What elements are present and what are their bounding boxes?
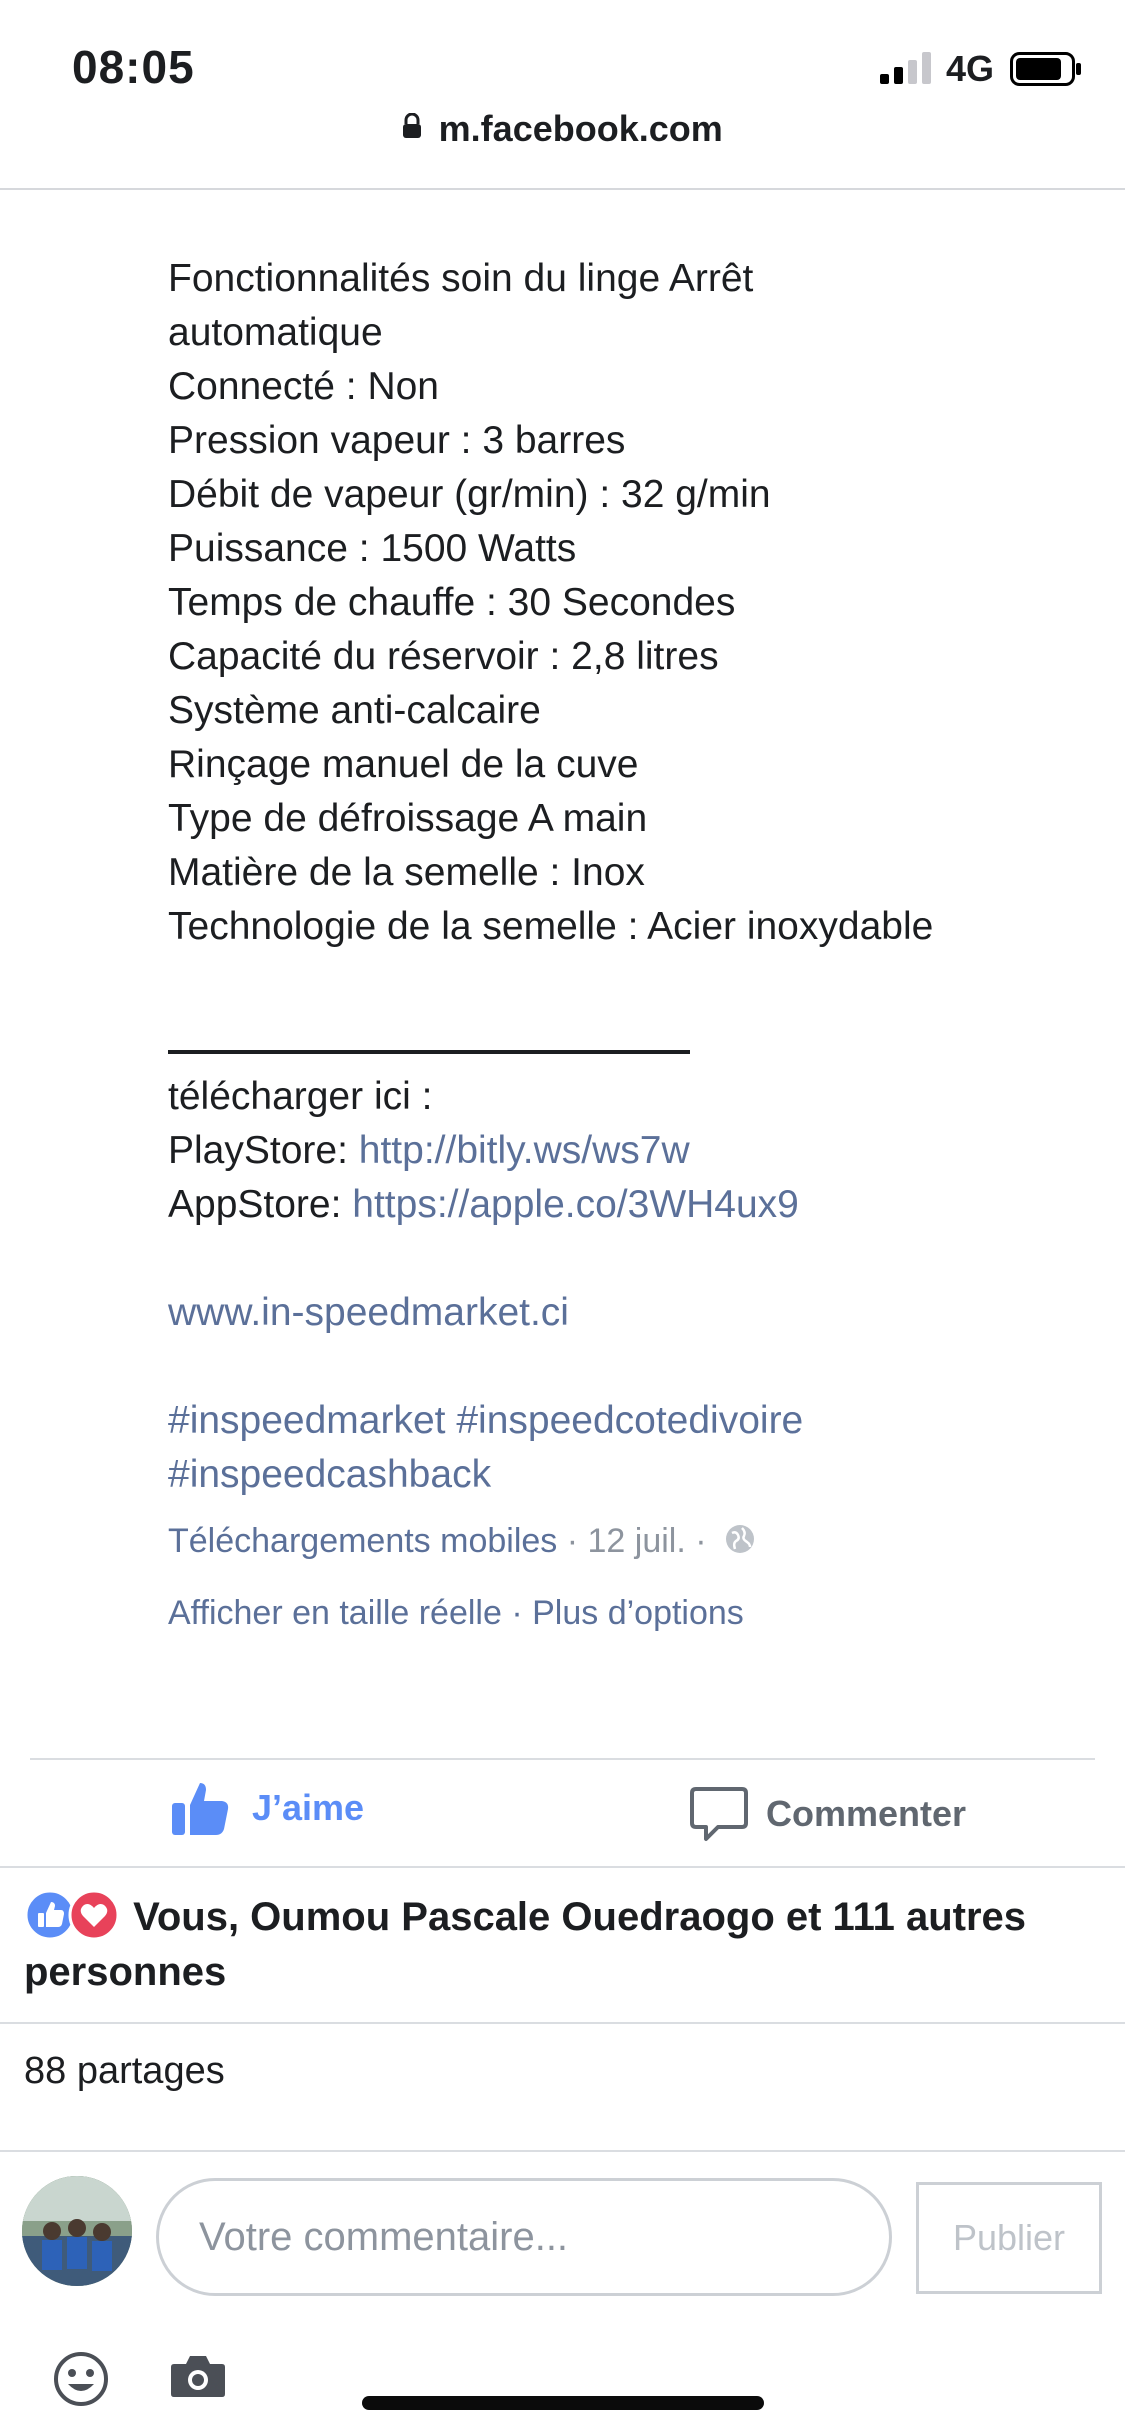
appstore-line (168, 1178, 1088, 1232)
network-type: 4G (946, 48, 995, 89)
full-size-link[interactable]: Afficher en taille réelle (168, 1594, 502, 1632)
post-text-line: Pression vapeur : 3 barres (168, 419, 626, 462)
reactions-text: Vous, Oumou Pascale Ouedraogo et 111 autres personnes (24, 1895, 1027, 1995)
thumbs-up-icon (170, 1779, 230, 1837)
website-link[interactable]: www.in-speedmarket.ci (168, 1291, 569, 1334)
home-indicator[interactable] (362, 2396, 764, 2410)
playstore-link[interactable]: http://bitly.ws/ws7w (358, 1129, 690, 1172)
actions-bottom-divider (0, 1866, 1125, 1868)
comment-button[interactable] (690, 1784, 966, 1844)
more-options-link[interactable]: Plus d’options (532, 1594, 744, 1632)
post-text-line: Système anti-calcaire (168, 689, 541, 732)
shares-count[interactable]: 88 partages (24, 2050, 225, 2092)
spacer (168, 954, 1088, 1008)
post-text-line: Capacité du réservoir : 2,8 litres (168, 635, 719, 678)
actions-separator: · (501, 1594, 533, 1632)
post-text-line: Rinçage manuel de la cuve (168, 743, 639, 786)
comment-input[interactable]: Votre commentaire... (156, 2178, 892, 2296)
avatar[interactable] (22, 2176, 132, 2286)
love-reaction-icon (70, 1891, 118, 1939)
cellular-signal-icon (880, 52, 932, 84)
camera-icon[interactable] (170, 2352, 226, 2400)
post-body (168, 252, 1088, 1502)
post-meta (168, 1522, 756, 1561)
publish-button[interactable]: Publier (916, 2182, 1102, 2294)
post-text-line: Connecté : Non (168, 365, 440, 408)
lock-icon (402, 113, 422, 139)
url-text: m.facebook.com (438, 108, 723, 149)
post-text-line: Débit de vapeur (gr/min) : 32 g/min (168, 473, 771, 516)
post-spec-lines (168, 252, 1088, 954)
hashtags-line-1 (168, 1394, 1088, 1448)
avatar-photo (22, 2176, 132, 2286)
address-bar-divider (0, 188, 1125, 190)
appstore-link[interactable]: https://apple.co/3WH4ux9 (352, 1183, 799, 1226)
playstore-label: PlayStore: (168, 1129, 359, 1172)
reaction-icons (24, 1889, 122, 1941)
spacer (168, 1232, 1088, 1286)
post-date: · 12 juil. · (557, 1522, 707, 1560)
like-label: J’aime (252, 1787, 365, 1828)
globe-icon (724, 1523, 756, 1555)
album-link[interactable]: Téléchargements mobiles (168, 1522, 558, 1560)
shares-divider (0, 2150, 1125, 2152)
playstore-line (168, 1124, 1088, 1178)
download-heading: télécharger ici : (168, 1075, 433, 1118)
post-text-line: Technologie de la semelle : Acier inoxydable (168, 905, 934, 948)
hashtag-link[interactable]: #inspeedcashback (168, 1453, 492, 1496)
battery-icon (1010, 52, 1082, 86)
post-text-line: automatique (168, 311, 383, 354)
post-text-line: Puissance : 1500 Watts (168, 527, 577, 570)
reactions-summary[interactable] (24, 1890, 1104, 1999)
comment-label: Commenter (766, 1793, 967, 1834)
status-bar (0, 0, 1125, 110)
post-text-line: Matière de la semelle : Inox (168, 851, 645, 894)
like-button[interactable] (170, 1778, 364, 1838)
hashtags-line-2 (168, 1448, 1088, 1502)
post-text-line: Fonctionnalités soin du linge Arrêt (168, 257, 754, 300)
post-text-line: Temps de chauffe : 30 Secondes (168, 581, 736, 624)
photo-actions (168, 1594, 744, 1633)
post-text-line: Type de défroissage A main (168, 797, 648, 840)
address-bar[interactable] (0, 108, 1125, 168)
hashtag-link[interactable]: #inspeedmarket (168, 1399, 446, 1442)
text-separator (168, 1050, 690, 1054)
reactions-divider (0, 2022, 1125, 2024)
like-reaction-icon (26, 1891, 74, 1939)
appstore-label: AppStore: (168, 1183, 353, 1226)
comment-bubble-icon (690, 1785, 748, 1843)
actions-top-divider (30, 1758, 1095, 1760)
status-time: 08:05 (72, 41, 195, 93)
hashtag-link[interactable]: #inspeedcotedivoire (456, 1399, 804, 1442)
spacer (168, 1340, 1088, 1394)
emoji-icon[interactable] (52, 2350, 110, 2408)
